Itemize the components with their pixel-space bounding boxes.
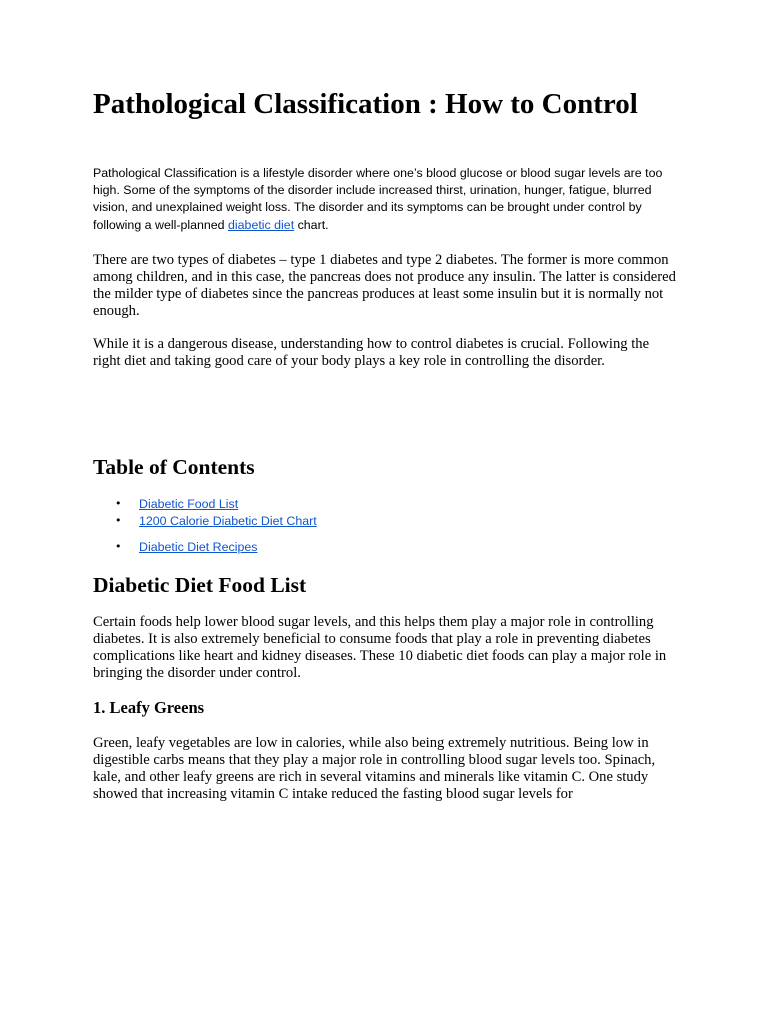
diabetes-types-paragraph: There are two types of diabetes – type 1 diabetes and type 2 diabetes. The former is more common among children, and in this case, the pancreas does not produce any insulin. The latter is considered the milder type of diabetes since the pancreas produces at least some insulin but it is normally not enough. bbox=[93, 252, 676, 319]
page-title: Pathological Classification : How to Control bbox=[93, 88, 638, 120]
toc-link-diabetic-diet-recipes[interactable]: Diabetic Diet Recipes bbox=[139, 540, 258, 554]
bullet-icon: • bbox=[115, 514, 122, 527]
food-list-intro-paragraph: Certain foods help lower blood sugar levels, and this helps them play a major role in controlling diabetes. It is also extremely beneficial to consume foods that play a role in preventing diabetes complications like heart and kidney diseases. These 10 diabetic diet foods can play a major role in bringing the disorder under control. bbox=[93, 614, 667, 681]
intro-text-end: chart. bbox=[294, 217, 329, 232]
diabetic-diet-link[interactable]: diabetic diet bbox=[228, 217, 295, 232]
intro-paragraph bbox=[93, 165, 673, 234]
bullet-icon: • bbox=[115, 540, 122, 553]
leafy-greens-heading: 1. Leafy Greens bbox=[93, 698, 205, 717]
leafy-greens-paragraph: Green, leafy vegetables are low in calories, while also being extremely nutritious. Being low in digestible carbs means that they play a major role in controlling blood sugar levels too. Spinach, kale, and other leafy greens are rich in several vitamins and minerals like vitamin C. One study showed that increasing vitamin C intake reduced the fasting blood sugar levels for bbox=[93, 735, 656, 802]
food-list-heading: Diabetic Diet Food List bbox=[93, 573, 307, 597]
toc-link-diabetic-food-list[interactable]: Diabetic Food List bbox=[139, 497, 239, 511]
toc-heading: Table of Contents bbox=[93, 455, 255, 479]
bullet-icon: • bbox=[115, 497, 122, 510]
toc-link-1200-calorie-chart[interactable]: 1200 Calorie Diabetic Diet Chart bbox=[139, 514, 317, 528]
intro-text: Pathological Classification is a lifestyle disorder where one’s blood glucose or blood sugar levels are too high. Some of the symptoms of the disorder include increased thirst, urination, hunger, fatigue, blurred vision, and unexplained weight loss. The disorder and its symptoms can be brought under control by following a well-planned bbox=[93, 166, 663, 232]
control-importance-paragraph: While it is a dangerous disease, understanding how to control diabetes is crucial. Following the right diet and taking good care of your body plays a key role in controlling the disorder. bbox=[93, 336, 650, 369]
